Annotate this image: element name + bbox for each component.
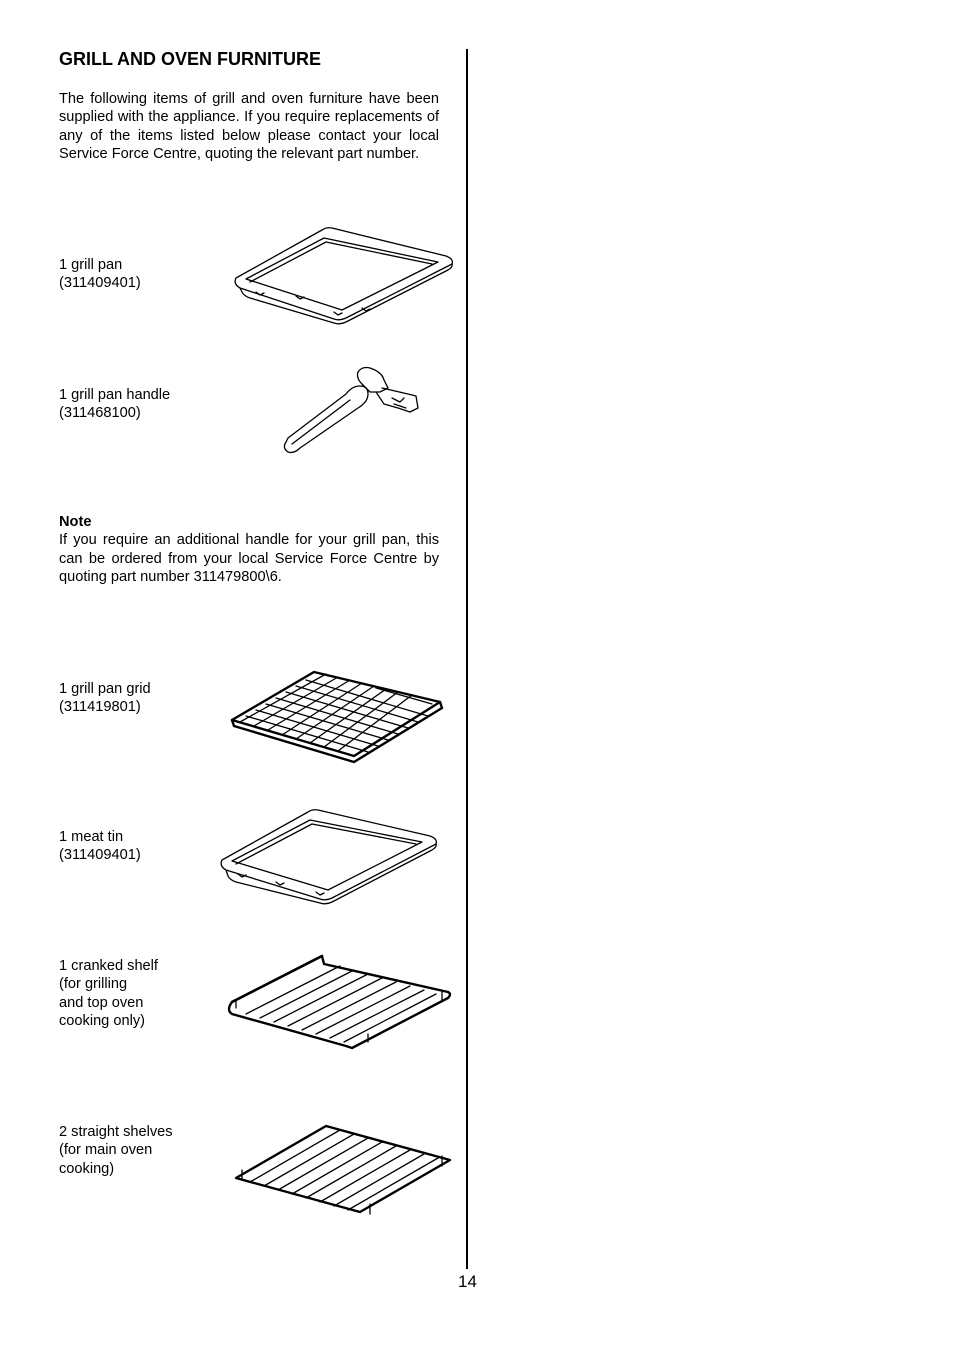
page-number: 14 — [458, 1272, 477, 1291]
intro-paragraph: The following items of grill and oven furniture have been supplied with the appliance. If you require replacements of any of the items listed below please contact your local Service Force Centre, quoting the relevant part number. — [59, 91, 439, 163]
item-detail: (for grilling — [59, 976, 128, 993]
cranked-shelf-icon — [222, 952, 454, 1054]
item-label-grill-pan-handle — [59, 386, 170, 423]
item-label-cranked-shelf — [59, 957, 158, 1031]
item-label-straight-shelves — [59, 1123, 173, 1178]
grill-pan-icon — [230, 222, 460, 328]
item-part-number: (311419801) — [59, 699, 141, 716]
item-part-number: (311468100) — [59, 405, 141, 422]
section-title: GRILL AND OVEN FURNITURE — [59, 49, 322, 69]
item-detail: (for main oven — [59, 1142, 153, 1159]
note-block — [59, 513, 439, 587]
straight-shelf-icon — [230, 1122, 456, 1216]
item-name: 1 meat tin — [59, 829, 124, 845]
item-name: 2 straight shelves — [59, 1124, 173, 1140]
grill-pan-handle-icon — [280, 364, 425, 459]
item-label-meat-tin — [59, 828, 141, 865]
item-part-number: (311409401) — [59, 275, 141, 292]
item-name: 1 grill pan grid — [59, 681, 151, 697]
note-text: If you require an additional handle for your grill pan, this can be ordered from your local Service Force Centre by quoting part number 311479800\6. — [59, 532, 439, 586]
column-divider — [466, 49, 468, 1269]
note-title: Note — [59, 514, 92, 530]
item-detail: and top oven — [59, 994, 144, 1011]
item-part-number: (311409401) — [59, 847, 141, 864]
item-detail: cooking only) — [59, 1013, 145, 1030]
item-label-grill-pan-grid — [59, 680, 151, 717]
item-name: 1 cranked shelf — [59, 958, 158, 974]
meat-tin-icon — [216, 804, 444, 908]
grill-pan-grid-icon — [226, 664, 448, 764]
item-detail: cooking) — [59, 1160, 115, 1177]
item-name: 1 grill pan handle — [59, 387, 171, 403]
item-name: 1 grill pan — [59, 257, 123, 273]
item-label-grill-pan — [59, 256, 141, 293]
